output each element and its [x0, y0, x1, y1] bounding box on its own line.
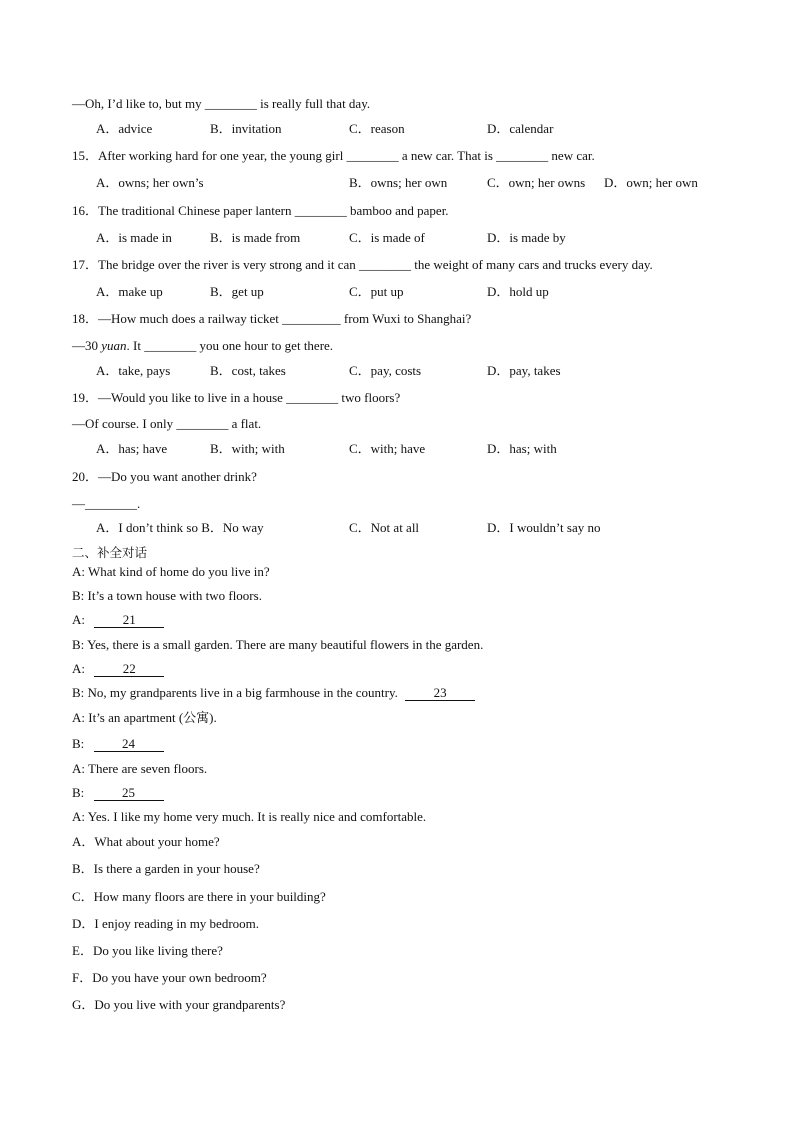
- dialogue-line-11: [72, 809, 426, 825]
- dialogue-text: There are seven floors.: [88, 761, 208, 776]
- dialogue-text: It’s an apartment (公寓).: [88, 710, 217, 725]
- q17-text: The bridge over the river is very strong and it can ________ the weight of many cars and trucks every day.: [98, 257, 653, 272]
- choice-b: B．Is there a garden in your house?: [72, 861, 260, 876]
- speaker-label: A:: [72, 710, 85, 725]
- choice-e: E．Do you like living there?: [72, 943, 223, 958]
- q14-dialogue-line: —Oh, I’d like to, but my ________ is really full that day.: [72, 96, 371, 111]
- speaker-label: B:: [72, 685, 85, 700]
- q17-option-b: B．get up: [210, 284, 264, 299]
- q15-text: After working hard for one year, the young girl ________ a new car. That is ________ new car.: [98, 148, 595, 163]
- speaker-label: B:: [72, 736, 85, 751]
- speaker-label: A:: [72, 761, 85, 776]
- speaker-label: B:: [72, 588, 85, 603]
- q15-stem: [72, 148, 595, 164]
- q19-number: 19．: [72, 390, 99, 405]
- q18-number: 18．: [72, 311, 99, 326]
- q20-option-c: C．Not at all: [349, 520, 420, 535]
- dialogue-line-4: [72, 637, 483, 653]
- q18-reply-suffix: . It ________ you one hour to get there.: [126, 338, 334, 353]
- speaker-label: A:: [72, 809, 85, 824]
- answer-blank-23[interactable]: 23: [405, 686, 475, 701]
- section2-heading: 二、补全对话: [72, 545, 148, 560]
- q16-option-b: B．is made from: [210, 230, 301, 245]
- q14-option-c: C．reason: [349, 121, 405, 136]
- q18-reply-prefix: —30: [72, 338, 102, 353]
- q15-number: 15．: [72, 148, 99, 163]
- q19-option-d: D．has; with: [487, 441, 557, 456]
- choice-g: G．Do you live with your grandparents?: [72, 997, 286, 1012]
- q19-option-b: B．with; with: [210, 441, 285, 456]
- q20-option-ab: A．I don’t think so B．No way: [96, 520, 264, 535]
- dialogue-line-10: [72, 785, 164, 801]
- speaker-label: A:: [72, 661, 85, 676]
- dialogue-line-1: [72, 564, 270, 580]
- q18-stem: [72, 311, 471, 327]
- dialogue-line-6: [72, 685, 475, 701]
- q15-option-b: B．owns; her own: [349, 175, 448, 190]
- q16-option-a: A．is made in: [96, 230, 172, 245]
- speaker-label: B:: [72, 637, 85, 652]
- q17-number: 17．: [72, 257, 99, 272]
- speaker-label: B:: [72, 785, 85, 800]
- dialogue-text: Yes. I like my home very much. It is really nice and comfortable.: [87, 809, 427, 824]
- answer-blank-21[interactable]: 21: [94, 613, 164, 628]
- dialogue-text: What kind of home do you live in?: [88, 564, 270, 579]
- q18-reply-italic: yuan: [101, 338, 127, 353]
- choice-a: A．What about your home?: [72, 834, 220, 849]
- q19-option-c: C．with; have: [349, 441, 426, 456]
- dialogue-text: No, my grandparents live in a big farmhouse in the country.: [87, 685, 398, 700]
- q15-option-a: A．owns; her own’s: [96, 175, 204, 190]
- q19-option-a: A．has; have: [96, 441, 168, 456]
- q16-option-c: C．is made of: [349, 230, 425, 245]
- q20-number: 20．: [72, 469, 99, 484]
- answer-blank-25[interactable]: 25: [94, 786, 164, 801]
- choice-d: D．I enjoy reading in my bedroom.: [72, 916, 260, 931]
- q19-stem: [72, 390, 400, 406]
- dialogue-line-5: [72, 661, 164, 677]
- q16-number: 16．: [72, 203, 99, 218]
- q19-reply: —Of course. I only ________ a flat.: [72, 416, 262, 431]
- q16-stem: [72, 203, 449, 219]
- dialogue-text: Yes, there is a small garden. There are many beautiful flowers in the garden.: [87, 637, 484, 652]
- q19-text: —Would you like to live in a house ________ two floors?: [98, 390, 401, 405]
- q18-option-d: D．pay, takes: [487, 363, 561, 378]
- dialogue-line-2: [72, 588, 262, 604]
- q16-text: The traditional Chinese paper lantern ________ bamboo and paper.: [98, 203, 449, 218]
- choice-f: F．Do you have your own bedroom?: [72, 970, 267, 985]
- speaker-label: A:: [72, 564, 85, 579]
- q17-stem: [72, 257, 653, 273]
- q20-text: —Do you want another drink?: [98, 469, 257, 484]
- answer-blank-22[interactable]: 22: [94, 662, 164, 677]
- q18-reply: [72, 338, 333, 354]
- dialogue-text: It’s a town house with two floors.: [87, 588, 262, 603]
- dialogue-line-3: [72, 612, 164, 628]
- q15-option-c: C．own; her owns: [487, 175, 586, 190]
- q14-option-b: B．invitation: [210, 121, 282, 136]
- answer-blank-24[interactable]: 24: [94, 737, 164, 752]
- q18-option-c: C．pay, costs: [349, 363, 422, 378]
- q18-option-b: B．cost, takes: [210, 363, 286, 378]
- dialogue-line-7: [72, 710, 217, 726]
- speaker-label: A:: [72, 612, 85, 627]
- choice-c: C．How many floors are there in your building?: [72, 889, 326, 904]
- q18-text: —How much does a railway ticket _________ from Wuxi to Shanghai?: [98, 311, 472, 326]
- q15-option-d: D．own; her own: [604, 175, 698, 190]
- q20-reply: —________.: [72, 496, 141, 511]
- q20-option-d: D．I wouldn’t say no: [487, 520, 601, 535]
- q14-option-a: A．advice: [96, 121, 153, 136]
- q16-option-d: D．is made by: [487, 230, 566, 245]
- q18-option-a: A．take, pays: [96, 363, 171, 378]
- dialogue-line-9: [72, 761, 207, 777]
- q17-option-c: C．put up: [349, 284, 404, 299]
- q20-stem: [72, 469, 257, 485]
- q14-option-d: D．calendar: [487, 121, 554, 136]
- dialogue-line-8: [72, 736, 164, 752]
- q17-option-a: A．make up: [96, 284, 163, 299]
- q17-option-d: D．hold up: [487, 284, 549, 299]
